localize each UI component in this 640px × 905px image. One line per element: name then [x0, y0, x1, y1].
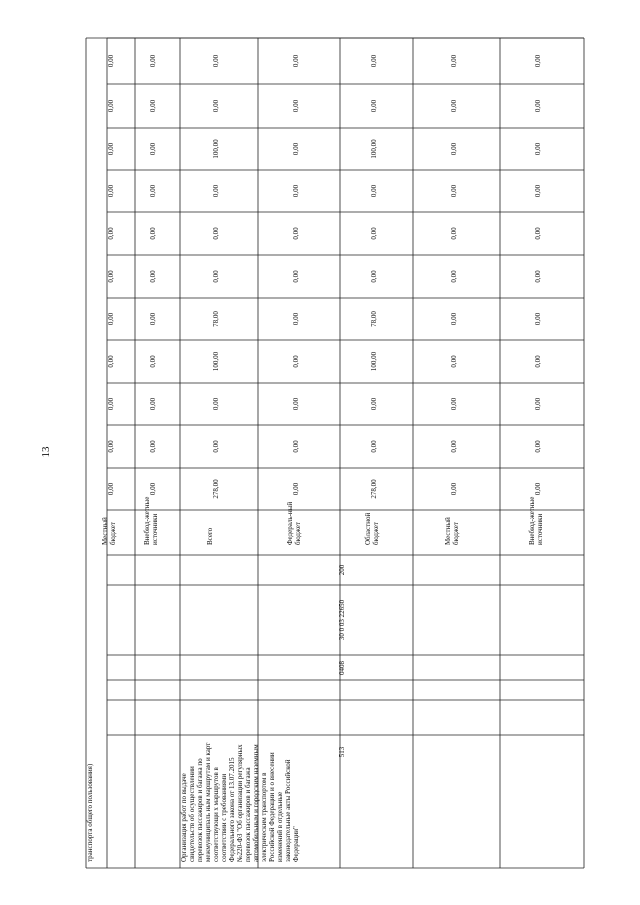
value-cell: 100,00 [370, 139, 378, 159]
value-cell: 0,00 [292, 54, 300, 68]
value-cell: 0,00 [534, 397, 542, 411]
value-cell: 0,00 [212, 99, 220, 113]
value-cell: 0,00 [450, 440, 458, 453]
value-cell: 0,00 [212, 54, 220, 68]
value-cell: 0,00 [292, 355, 300, 368]
value-cell: 0,00 [534, 227, 542, 240]
value-cell: 0,00 [534, 142, 542, 156]
value-cell: 0,00 [292, 184, 300, 198]
value-cell: 0,00 [149, 312, 157, 326]
row-label: Областнойбюджет [364, 512, 380, 545]
value-cell: 0,00 [370, 397, 378, 411]
row-label: Федераль-ныйбюджет [286, 501, 302, 545]
value-cell: 0,00 [149, 270, 157, 283]
value-cell: 0,00 [212, 270, 220, 283]
value-cell: 78,00 [370, 311, 378, 327]
value-cell: 0,00 [534, 184, 542, 198]
value-cell: 0,00 [450, 482, 458, 496]
value-cell: 0,00 [534, 355, 542, 368]
value-cell: 0,00 [107, 184, 115, 198]
value-cell: 0,00 [450, 355, 458, 368]
value-cell: 0,00 [450, 99, 458, 113]
value-cell: 0,00 [292, 440, 300, 453]
value-cell: 100,00 [370, 351, 378, 372]
page-number: 13 [40, 446, 52, 458]
row-label: Внебюд-жетныеисточники [528, 496, 544, 545]
row-label: Всего [206, 527, 214, 545]
value-cell: 0,00 [107, 270, 115, 283]
row-label: Внебюд-жетныеисточники [143, 496, 159, 545]
value-cell: 0,00 [292, 227, 300, 240]
value-cell: 0,00 [107, 355, 115, 368]
value-cell: 78,00 [212, 311, 220, 327]
value-cell: 0,00 [212, 184, 220, 198]
value-cell: 0,00 [149, 482, 157, 496]
value-cell: 0,00 [534, 482, 542, 496]
value-cell: 0,00 [370, 184, 378, 198]
value-cell: 0,00 [149, 99, 157, 113]
value-cell: 0,00 [107, 312, 115, 326]
value-cell: 0,00 [107, 99, 115, 113]
left-text-top: транспорта общего пользования) [86, 763, 94, 862]
value-cell: 0,00 [534, 99, 542, 113]
value-cell: 0,00 [149, 397, 157, 411]
value-cell: 0,00 [450, 54, 458, 68]
value-cell: 0,00 [107, 54, 115, 68]
value-cell: 0,00 [107, 397, 115, 411]
value-cell: 0,00 [292, 482, 300, 496]
value-cell: 0,00 [292, 270, 300, 283]
value-cell: 0,00 [292, 312, 300, 326]
value-cell: 0,00 [450, 227, 458, 240]
value-cell: 0,00 [450, 397, 458, 411]
value-cell: 0,00 [534, 270, 542, 283]
value-cell: 0,00 [149, 440, 157, 453]
code-rzpr: 0408 [338, 661, 346, 675]
value-cell: 0,00 [149, 355, 157, 368]
value-cell: 0,00 [450, 270, 458, 283]
value-cell: 0,00 [149, 54, 157, 68]
value-cell: 0,00 [450, 312, 458, 326]
value-cell: 0,00 [370, 440, 378, 453]
code-vr: 200 [338, 564, 346, 576]
value-cell: 100,00 [212, 139, 220, 159]
value-cell: 0,00 [370, 54, 378, 68]
value-cell: 0,00 [212, 227, 220, 240]
code-csr: 30 0 03 22650 [338, 599, 346, 641]
value-cell: 0,00 [292, 397, 300, 411]
value-cell: 278,00 [212, 479, 220, 499]
value-cell: 0,00 [149, 227, 157, 240]
left-text-main: Организация работ по выдачесвидетельств об осуществленииперевозок пассажиров и багажа помежмуниципаль ным маршрутам и картсоответствующи х маршрутов всоответствии с требованиямиФедерального закона от 13.07.2015№220-ФЗ "Об организации регулярныхперевозок пассажиров и багажаавтомобильным и городским наземнымэлектрическим транспортом вРоссийской Федерации и о внесенииизменений в отдельныезаконодательные акты РоссийскойФедерации" [180, 742, 300, 862]
value-cell: 0,00 [450, 184, 458, 198]
value-cell: 0,00 [107, 142, 115, 156]
value-cell: 0,00 [107, 440, 115, 453]
value-cell: 278,00 [370, 479, 378, 499]
value-cell: 0,00 [107, 227, 115, 240]
value-cell: 0,00 [212, 440, 220, 453]
value-cell: 0,00 [149, 142, 157, 156]
value-cell: 0,00 [370, 227, 378, 240]
row-label: Местныйбюджет [444, 517, 460, 545]
value-cell: 0,00 [107, 482, 115, 496]
code-grbs: 513 [338, 746, 346, 758]
value-cell: 0,00 [450, 142, 458, 156]
value-cell: 0,00 [534, 54, 542, 68]
value-cell: 0,00 [370, 270, 378, 283]
value-cell: 0,00 [534, 440, 542, 453]
value-cell: 0,00 [292, 142, 300, 156]
value-cell: 0,00 [149, 184, 157, 198]
value-cell: 0,00 [370, 99, 378, 113]
row-label: Местныйбюджет [101, 517, 117, 545]
value-cell: 0,00 [212, 397, 220, 411]
value-cell: 0,00 [534, 312, 542, 326]
value-cell: 0,00 [292, 99, 300, 113]
value-cell: 100,00 [212, 351, 220, 372]
